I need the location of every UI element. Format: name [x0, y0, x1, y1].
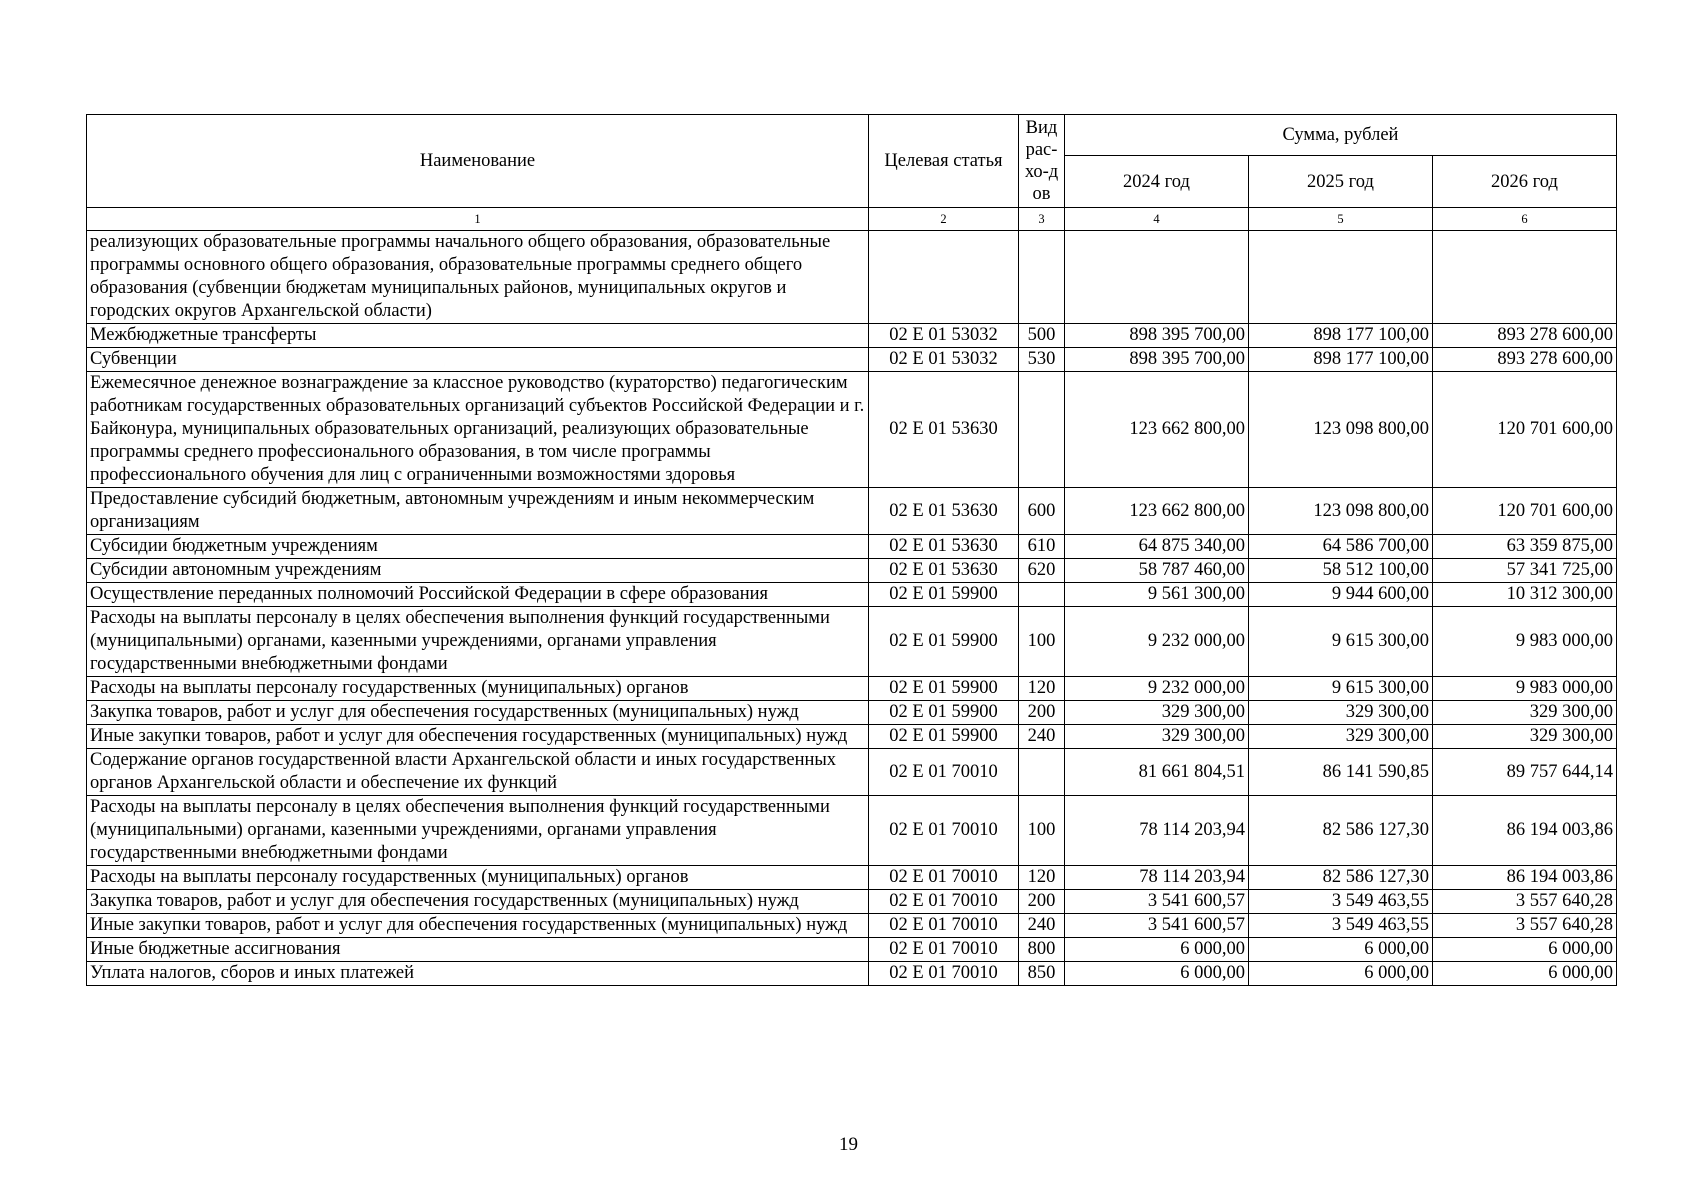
row-amount-2026: 893 278 600,00	[1433, 324, 1617, 348]
row-amount-2026	[1433, 231, 1617, 324]
row-amount-2026: 9 983 000,00	[1433, 607, 1617, 677]
row-amount-2026: 9 983 000,00	[1433, 677, 1617, 701]
row-target-article: 02 Е 01 70010	[869, 938, 1019, 962]
row-amount-2025	[1249, 231, 1433, 324]
row-amount-2024: 6 000,00	[1065, 938, 1249, 962]
table-row	[87, 583, 1617, 607]
row-name: Расходы на выплаты персоналу государственных (муниципальных) органов	[87, 677, 869, 701]
row-name: Субсидии автономным учреждениям	[87, 559, 869, 583]
row-name: Субсидии бюджетным учреждениям	[87, 535, 869, 559]
row-expense-type: 200	[1019, 701, 1065, 725]
row-target-article: 02 Е 01 70010	[869, 796, 1019, 866]
row-amount-2024	[1065, 231, 1249, 324]
header-sum: Сумма, рублей	[1065, 115, 1617, 156]
row-amount-2025: 86 141 590,85	[1249, 749, 1433, 796]
row-amount-2025: 123 098 800,00	[1249, 372, 1433, 488]
row-target-article: 02 Е 01 59900	[869, 607, 1019, 677]
row-expense-type: 610	[1019, 535, 1065, 559]
row-amount-2024: 81 661 804,51	[1065, 749, 1249, 796]
table-row	[87, 488, 1617, 535]
row-target-article: 02 Е 01 70010	[869, 962, 1019, 986]
header-year-2024: 2024 год	[1065, 156, 1249, 208]
header-name: Наименование	[87, 115, 869, 208]
row-target-article: 02 Е 01 59900	[869, 701, 1019, 725]
row-amount-2026: 329 300,00	[1433, 725, 1617, 749]
table-row	[87, 324, 1617, 348]
header-target-article: Целевая статья	[869, 115, 1019, 208]
row-amount-2026: 3 557 640,28	[1433, 890, 1617, 914]
row-amount-2026: 3 557 640,28	[1433, 914, 1617, 938]
header-expense-type: Вид рас-хо-дов	[1019, 115, 1065, 208]
row-amount-2024: 64 875 340,00	[1065, 535, 1249, 559]
column-number: 6	[1433, 208, 1617, 231]
row-expense-type: 620	[1019, 559, 1065, 583]
row-amount-2026: 6 000,00	[1433, 938, 1617, 962]
row-amount-2026: 89 757 644,14	[1433, 749, 1617, 796]
row-expense-type: 120	[1019, 677, 1065, 701]
row-name: Расходы на выплаты персоналу в целях обеспечения выполнения функций государственными (муниципальными) органами, казенными учреждениями, органами управления государственными внебюджетными фондами	[87, 796, 869, 866]
row-target-article: 02 Е 01 70010	[869, 749, 1019, 796]
row-amount-2025: 3 549 463,55	[1249, 914, 1433, 938]
row-amount-2026: 120 701 600,00	[1433, 488, 1617, 535]
row-amount-2024: 329 300,00	[1065, 701, 1249, 725]
table-row	[87, 535, 1617, 559]
row-target-article: 02 Е 01 59900	[869, 677, 1019, 701]
row-name: Иные закупки товаров, работ и услуг для обеспечения государственных (муниципальных) нужд	[87, 725, 869, 749]
row-amount-2025: 6 000,00	[1249, 962, 1433, 986]
row-amount-2024: 123 662 800,00	[1065, 488, 1249, 535]
row-expense-type: 500	[1019, 324, 1065, 348]
row-amount-2024: 9 561 300,00	[1065, 583, 1249, 607]
row-expense-type: 240	[1019, 914, 1065, 938]
row-amount-2026: 10 312 300,00	[1433, 583, 1617, 607]
row-amount-2026: 57 341 725,00	[1433, 559, 1617, 583]
row-name: Расходы на выплаты персоналу государственных (муниципальных) органов	[87, 866, 869, 890]
row-name: Содержание органов государственной власти Архангельской области и иных государственных органов Архангельской области и обеспечение их функций	[87, 749, 869, 796]
row-target-article: 02 Е 01 53630	[869, 372, 1019, 488]
column-number-row	[87, 208, 1617, 231]
row-expense-type: 240	[1019, 725, 1065, 749]
row-amount-2025: 64 586 700,00	[1249, 535, 1433, 559]
row-name: Расходы на выплаты персоналу в целях обеспечения выполнения функций государственными (муниципальными) органами, казенными учреждениями, органами управления государственными внебюджетными фондами	[87, 607, 869, 677]
header-year-2026: 2026 год	[1433, 156, 1617, 208]
row-expense-type: 100	[1019, 796, 1065, 866]
row-target-article: 02 Е 01 59900	[869, 725, 1019, 749]
row-amount-2025: 329 300,00	[1249, 701, 1433, 725]
row-target-article: 02 Е 01 70010	[869, 890, 1019, 914]
table-row	[87, 372, 1617, 488]
row-target-article: 02 Е 01 53032	[869, 324, 1019, 348]
row-expense-type: 120	[1019, 866, 1065, 890]
row-name: Уплата налогов, сборов и иных платежей	[87, 962, 869, 986]
row-amount-2025: 6 000,00	[1249, 938, 1433, 962]
table-row	[87, 962, 1617, 986]
row-amount-2024: 329 300,00	[1065, 725, 1249, 749]
row-amount-2024: 78 114 203,94	[1065, 866, 1249, 890]
page-number: 19	[839, 1134, 858, 1155]
row-name: Иные бюджетные ассигнования	[87, 938, 869, 962]
row-name: Предоставление субсидий бюджетным, автономным учреждениям и иным некоммерческим организациям	[87, 488, 869, 535]
table-body	[87, 231, 1617, 986]
row-amount-2024: 78 114 203,94	[1065, 796, 1249, 866]
table-row	[87, 890, 1617, 914]
table-row	[87, 559, 1617, 583]
row-amount-2025: 9 615 300,00	[1249, 607, 1433, 677]
row-amount-2025: 3 549 463,55	[1249, 890, 1433, 914]
row-amount-2024: 3 541 600,57	[1065, 890, 1249, 914]
row-name: Осуществление переданных полномочий Российской Федерации в сфере образования	[87, 583, 869, 607]
row-expense-type: 600	[1019, 488, 1065, 535]
row-expense-type	[1019, 231, 1065, 324]
row-amount-2026: 6 000,00	[1433, 962, 1617, 986]
row-target-article: 02 Е 01 70010	[869, 866, 1019, 890]
row-amount-2026: 63 359 875,00	[1433, 535, 1617, 559]
row-amount-2026: 120 701 600,00	[1433, 372, 1617, 488]
row-target-article: 02 Е 01 53630	[869, 488, 1019, 535]
row-amount-2026: 86 194 003,86	[1433, 866, 1617, 890]
header-year-2025: 2025 год	[1249, 156, 1433, 208]
column-number: 1	[87, 208, 869, 231]
row-expense-type: 530	[1019, 348, 1065, 372]
row-name: Закупка товаров, работ и услуг для обеспечения государственных (муниципальных) нужд	[87, 890, 869, 914]
row-amount-2025: 9 944 600,00	[1249, 583, 1433, 607]
table-row	[87, 796, 1617, 866]
row-target-article: 02 Е 01 53630	[869, 559, 1019, 583]
row-amount-2026: 86 194 003,86	[1433, 796, 1617, 866]
budget-table	[86, 114, 1617, 986]
table-row	[87, 866, 1617, 890]
row-name: Закупка товаров, работ и услуг для обеспечения государственных (муниципальных) нужд	[87, 701, 869, 725]
row-expense-type: 100	[1019, 607, 1065, 677]
row-amount-2025: 898 177 100,00	[1249, 324, 1433, 348]
column-number: 4	[1065, 208, 1249, 231]
row-amount-2024: 9 232 000,00	[1065, 677, 1249, 701]
table-row	[87, 914, 1617, 938]
table-row	[87, 749, 1617, 796]
row-expense-type: 800	[1019, 938, 1065, 962]
row-expense-type: 850	[1019, 962, 1065, 986]
table-row	[87, 725, 1617, 749]
row-amount-2026: 893 278 600,00	[1433, 348, 1617, 372]
row-expense-type	[1019, 749, 1065, 796]
row-amount-2024: 898 395 700,00	[1065, 348, 1249, 372]
row-amount-2025: 898 177 100,00	[1249, 348, 1433, 372]
row-name: Субвенции	[87, 348, 869, 372]
row-name: Иные закупки товаров, работ и услуг для обеспечения государственных (муниципальных) нужд	[87, 914, 869, 938]
row-expense-type: 200	[1019, 890, 1065, 914]
row-name: Межбюджетные трансферты	[87, 324, 869, 348]
row-target-article: 02 Е 01 59900	[869, 583, 1019, 607]
table-row	[87, 348, 1617, 372]
row-amount-2024: 6 000,00	[1065, 962, 1249, 986]
row-name: реализующих образовательные программы начального общего образования, образовательные программы основного общего образования, образовательные программы среднего общего образования (субвенции бюджетам муниципальных районов, муниципальных округов и городских округов Архангельской области)	[87, 231, 869, 324]
row-amount-2025: 82 586 127,30	[1249, 866, 1433, 890]
row-amount-2025: 82 586 127,30	[1249, 796, 1433, 866]
row-expense-type	[1019, 372, 1065, 488]
table-row	[87, 938, 1617, 962]
row-amount-2026: 329 300,00	[1433, 701, 1617, 725]
row-amount-2024: 3 541 600,57	[1065, 914, 1249, 938]
table-row	[87, 231, 1617, 324]
row-expense-type	[1019, 583, 1065, 607]
row-target-article	[869, 231, 1019, 324]
row-target-article: 02 Е 01 70010	[869, 914, 1019, 938]
row-amount-2025: 329 300,00	[1249, 725, 1433, 749]
row-amount-2024: 898 395 700,00	[1065, 324, 1249, 348]
table-row	[87, 607, 1617, 677]
table-header	[87, 115, 1617, 231]
column-number: 2	[869, 208, 1019, 231]
column-number: 5	[1249, 208, 1433, 231]
row-amount-2025: 9 615 300,00	[1249, 677, 1433, 701]
column-number: 3	[1019, 208, 1065, 231]
row-amount-2025: 123 098 800,00	[1249, 488, 1433, 535]
row-amount-2024: 9 232 000,00	[1065, 607, 1249, 677]
row-amount-2024: 58 787 460,00	[1065, 559, 1249, 583]
row-target-article: 02 Е 01 53032	[869, 348, 1019, 372]
row-name: Ежемесячное денежное вознаграждение за классное руководство (кураторство) педагогическим работникам государственных образовательных организаций субъектов Российской Федерации и г. Байконура, муниципальных образовательных организаций, реализующих образовательные программы среднего профессионального образования, в том числе программы профессионального обучения для лиц с ограниченными возможностями здоровья	[87, 372, 869, 488]
row-target-article: 02 Е 01 53630	[869, 535, 1019, 559]
table-row	[87, 701, 1617, 725]
table-row	[87, 677, 1617, 701]
row-amount-2024: 123 662 800,00	[1065, 372, 1249, 488]
row-amount-2025: 58 512 100,00	[1249, 559, 1433, 583]
